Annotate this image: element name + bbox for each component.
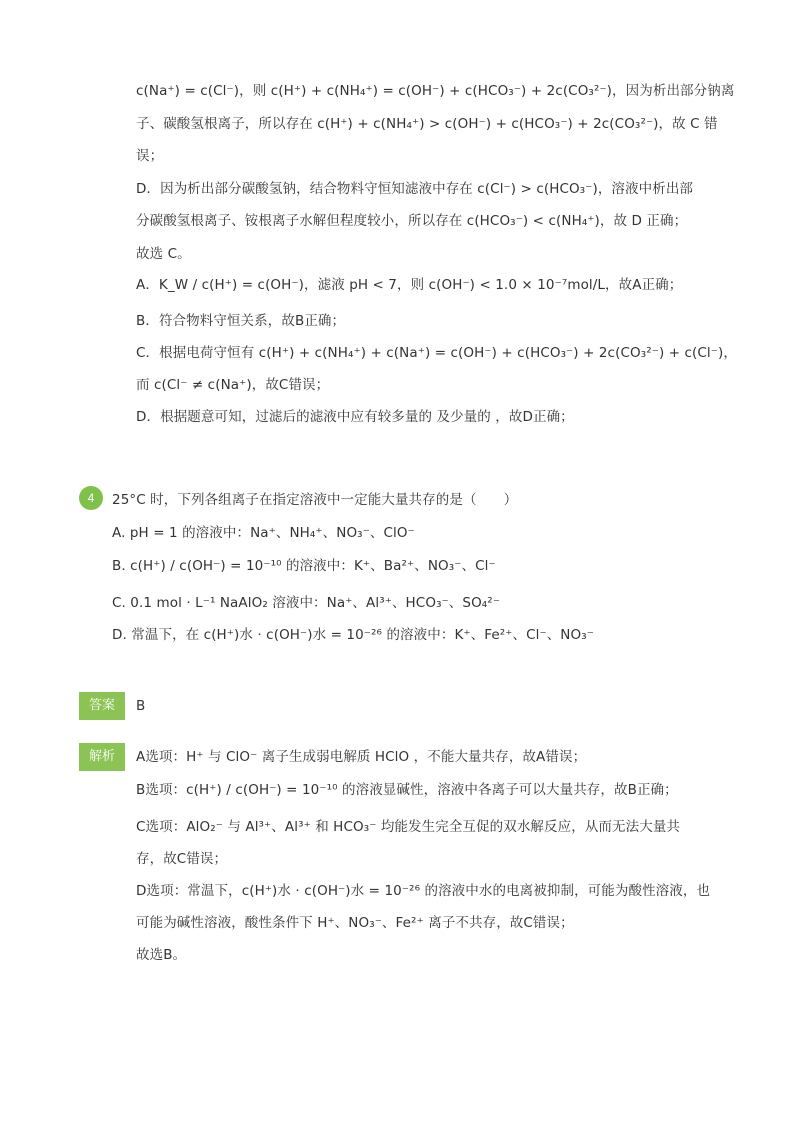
analysis-line: A选项：H⁺ 与 ClO⁻ 离子生成弱电解质 HClO ，不能大量共存，故A错误； [136,749,587,765]
prev-line: D．因为析出部分碳酸氢钠，结合物料守恒知滤液中存在 c(Cl⁻) > c(HCO₃⁻)，溶液中析出部 [136,181,694,197]
analysis-tag: 解析 [79,743,125,771]
prev-line: c(Na⁺) = c(Cl⁻)，则 c(H⁺) + c(NH₄⁺) = c(OH⁻) + c(HCO₃⁻) + 2c(CO₃²⁻)，因为析出部分钠离 [136,83,735,99]
prev-line: 而 c(Cl⁻ ≠ c(Na⁺)，故C错误； [136,377,330,393]
analysis-line: 可能为碱性溶液，酸性条件下 H⁺、NO₃⁻、Fe²⁺ 离子不共存，故C错误； [136,915,574,931]
prev-line: C．根据电荷守恒有 c(H⁺) + c(NH₄⁺) + c(Na⁺) = c(OH⁻) + c(HCO₃⁻) + 2c(CO₃²⁻) + c(Cl⁻)， [136,345,737,361]
analysis-line: D选项：常温下，c(H⁺)水 · c(OH⁻)水 = 10⁻²⁶ 的溶液中水的电离被抑制，可能为酸性溶液，也 [136,883,711,899]
option-c: C. 0.1 mol · L⁻¹ NaAlO₂ 溶液中：Na⁺、Al³⁺、HCO₃⁻、SO₄²⁻ [112,595,501,611]
option-d: D. 常温下，在 c(H⁺)水 · c(OH⁻)水 = 10⁻²⁶ 的溶液中：K⁺、Fe²⁺、Cl⁻、NO₃⁻ [112,627,594,643]
prev-line: 子、碳酸氢根离子，所以存在 c(H⁺) + c(NH₄⁺) > c(OH⁻) + c(HCO₃⁻) + 2c(CO₃²⁻)，故 C 错 [136,116,718,132]
analysis-line: 存，故C错误； [136,851,228,867]
analysis-line: B选项：c(H⁺) / c(OH⁻) = 10⁻¹⁰ 的溶液显碱性，溶液中各离子可以大量共存，故B正确； [136,782,678,798]
question-number-badge: 4 [79,486,103,510]
analysis-line: 故选B。 [136,947,187,963]
prev-line: 故选 C。 [136,246,191,262]
option-b: B. c(H⁺) / c(OH⁻) = 10⁻¹⁰ 的溶液中：K⁺、Ba²⁺、NO₃⁻、Cl⁻ [112,558,496,574]
prev-line: 误； [136,148,164,164]
prev-line: 分碳酸氢根离子、铵根离子水解但程度较小，所以存在 c(HCO₃⁻) < c(NH₄⁺)，故 D 正确； [136,213,688,229]
analysis-line: C选项：AlO₂⁻ 与 Al³⁺、Al³⁺ 和 HCO₃⁻ 均能发生完全互促的双水解反应，从而无法大量共 [136,819,681,835]
question-stem: 25°C 时，下列各组离子在指定溶液中一定能大量共存的是（ ） [112,492,518,508]
answer-value: B [136,698,146,714]
prev-line: A．K_W / c(H⁺) = c(OH⁻)，滤液 pH < 7，则 c(OH⁻) < 1.0 × 10⁻⁷mol/L，故A正确； [136,277,683,293]
prev-line: D．根据题意可知，过滤后的滤液中应有较多量的 及少量的 ，故D正确； [136,409,574,425]
prev-line: B．符合物料守恒关系，故B正确； [136,313,346,329]
answer-tag: 答案 [79,692,125,720]
option-a: A. pH = 1 的溶液中：Na⁺、NH₄⁺、NO₃⁻、ClO⁻ [112,525,415,541]
